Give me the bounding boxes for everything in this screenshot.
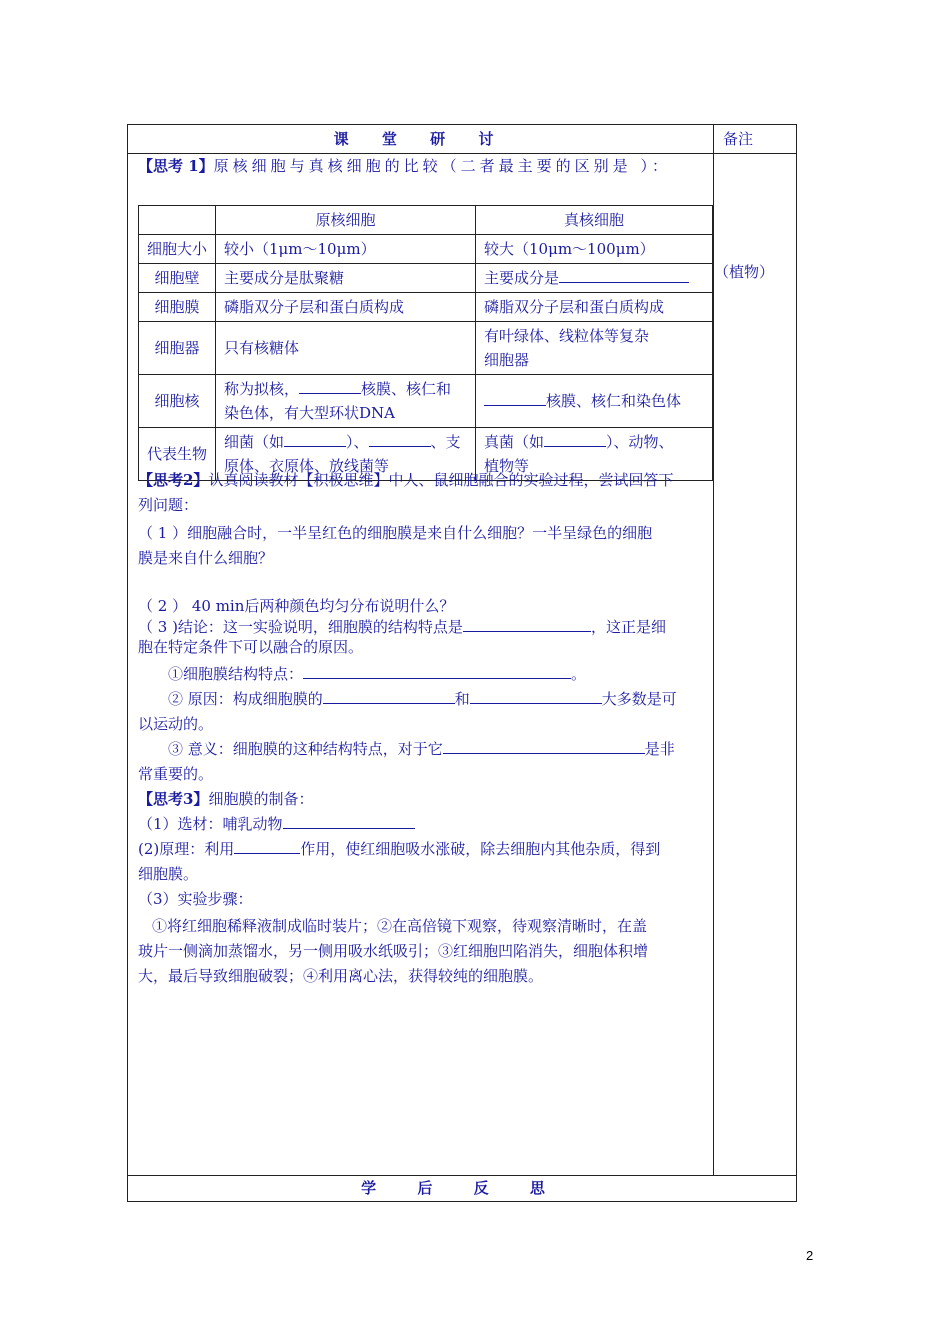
q3-text: ，这正是细 (590, 618, 666, 636)
row-label: 细胞器 (139, 322, 216, 375)
cell-line: 细胞器 (484, 351, 530, 369)
table-row (139, 375, 713, 428)
think3-title-text: 细胞膜的制备： (208, 790, 314, 808)
cell-prokaryote (216, 375, 476, 428)
cell-prokaryote: 主要成分是肽聚糖 (216, 264, 476, 293)
step-2-cont: 细胞膜。 (138, 865, 199, 883)
blank (369, 431, 431, 447)
table-header-row (139, 206, 713, 235)
s1-text: （1）选材：哺乳动物 (138, 815, 283, 833)
think1-text: 原核细胞与真核细胞的比较（二者最主要的区别是 ）： (213, 157, 671, 175)
blank (443, 738, 645, 754)
section-title: 课 堂 研 讨 (333, 130, 508, 148)
cell-text: 、支 (430, 433, 461, 451)
cell-text: 细菌（如 (224, 433, 285, 451)
note-plant: （植物） (714, 263, 775, 281)
cell-line (224, 377, 467, 401)
procedure-line: 大，最后导致细胞破裂；④利用离心法，获得较纯的细胞膜。 (138, 967, 544, 985)
page-number: 2 (806, 1248, 814, 1263)
reflection-title: 学 后 反 思 (361, 1179, 563, 1197)
blank (303, 663, 571, 679)
cell-text: 主要成分是 (484, 269, 560, 287)
think3-title (138, 787, 710, 812)
p2-text: ② 原因：构成细胞膜的 (168, 690, 323, 708)
step-1 (138, 812, 710, 837)
blank (559, 267, 689, 283)
cell-eukaryote (476, 322, 713, 375)
cell-line: 染色体，有大型环状DNA (224, 404, 395, 422)
cell-line: 有叶绿体、线粒体等复杂 (484, 327, 650, 345)
think2-intro: 认真阅读教材【积极思维】中人、鼠细胞融合的实验过程，尝试回答下 (208, 471, 674, 489)
cell-text: ）、动物、 (606, 433, 674, 451)
step-2 (138, 837, 710, 862)
cell-eukaryote (476, 375, 713, 428)
cell-line: 原体、衣原体、放线菌等 (224, 457, 390, 475)
table-row (139, 322, 713, 375)
table-corner (139, 206, 216, 235)
p1-text: 。 (571, 665, 587, 683)
step-3: （3）实验步骤： (138, 890, 253, 908)
point-3-cont: 常重要的。 (138, 765, 214, 783)
question-1-cont: 膜是来自什么细胞？ (138, 549, 274, 567)
question-1: （ 1 ）细胞融合时，一半呈红色的细胞膜是来自什么细胞？一半呈绿色的细胞 (138, 524, 653, 542)
point-2 (138, 687, 710, 712)
p3-text: ③ 意义：细胞膜的这种结构特点，对于它 (168, 740, 443, 758)
column-divider (713, 125, 714, 1175)
row-label: 细胞核 (139, 375, 216, 428)
think1-prompt (138, 154, 708, 179)
cell-text: 真菌（如 (484, 433, 545, 451)
cell-prokaryote: 只有核糖体 (216, 322, 476, 375)
comparison-table (138, 205, 713, 481)
blank (484, 390, 546, 406)
table-row (139, 264, 713, 293)
table-row (139, 293, 713, 322)
worksheet-frame (127, 124, 797, 1202)
q3-text: （ 3 )结论：这一实验说明，细胞膜的结构特点是 (138, 618, 463, 636)
think2-line (138, 468, 710, 493)
cell-line (484, 430, 704, 454)
blank (234, 838, 300, 854)
think2-section (138, 468, 710, 989)
s2-text: (2)原理：利用 (138, 840, 235, 858)
header-prokaryote: 原核细胞 (216, 206, 476, 235)
notes-header: 备注 (723, 130, 754, 148)
p3-text: 是非 (644, 740, 675, 758)
cell-text: 称为拟核， (224, 380, 300, 398)
blank (284, 431, 346, 447)
question-3-cont: 胞在特定条件下可以融合的原因。 (138, 638, 364, 656)
cell-text: 核膜、核仁和染色体 (546, 392, 682, 410)
blank (470, 688, 602, 704)
blank (323, 688, 455, 704)
cell-line: 植物等 (484, 457, 530, 475)
question-3 (138, 616, 710, 637)
header-eukaryote: 真核细胞 (476, 206, 713, 235)
blank (299, 378, 361, 394)
point-3 (138, 737, 710, 762)
row-label: 代表生物 (139, 428, 216, 481)
think3-label: 【思考3】 (138, 790, 209, 808)
cell-prokaryote: 磷脂双分子层和蛋白质构成 (216, 293, 476, 322)
blank (544, 431, 606, 447)
question-2: （ 2 ） 40 min后两种颜色均匀分布说明什么？ (138, 597, 455, 615)
think1-label: 【思考 1】 (138, 157, 214, 175)
cell-text: 核膜、核仁和 (361, 380, 452, 398)
cell-eukaryote (476, 264, 713, 293)
cell-eukaryote: 较大（10μm～100μm） (476, 235, 713, 264)
blank (463, 616, 591, 632)
blank (283, 813, 415, 829)
think2-label: 【思考2】 (138, 471, 209, 489)
row-label: 细胞大小 (139, 235, 216, 264)
think2-line: 列问题： (138, 496, 199, 514)
p2-text: 大多数是可 (601, 690, 677, 708)
procedure-line: 玻片一侧滴加蒸馏水，另一侧用吸水纸吸引；③红细胞凹陷消失，细胞体积增 (138, 942, 649, 960)
row-label: 细胞壁 (139, 264, 216, 293)
p1-text: ①细胞膜结构特点： (168, 665, 304, 683)
cell-text: ）、 (346, 433, 369, 451)
point-1 (138, 662, 710, 687)
cell-line (224, 430, 467, 454)
point-2-cont: 以运动的。 (138, 715, 214, 733)
cell-prokaryote: 较小（1μm～10μm） (216, 235, 476, 264)
procedure-line: ①将红细胞稀释液制成临时装片；②在高倍镜下观察，待观察清晰时，在盖 (152, 917, 648, 935)
s2-text: 作用，使红细胞吸水涨破，除去细胞内其他杂质，得到 (300, 840, 661, 858)
table-row (139, 235, 713, 264)
row-label: 细胞膜 (139, 293, 216, 322)
cell-eukaryote: 磷脂双分子层和蛋白质构成 (476, 293, 713, 322)
p2-text: 和 (454, 690, 470, 708)
